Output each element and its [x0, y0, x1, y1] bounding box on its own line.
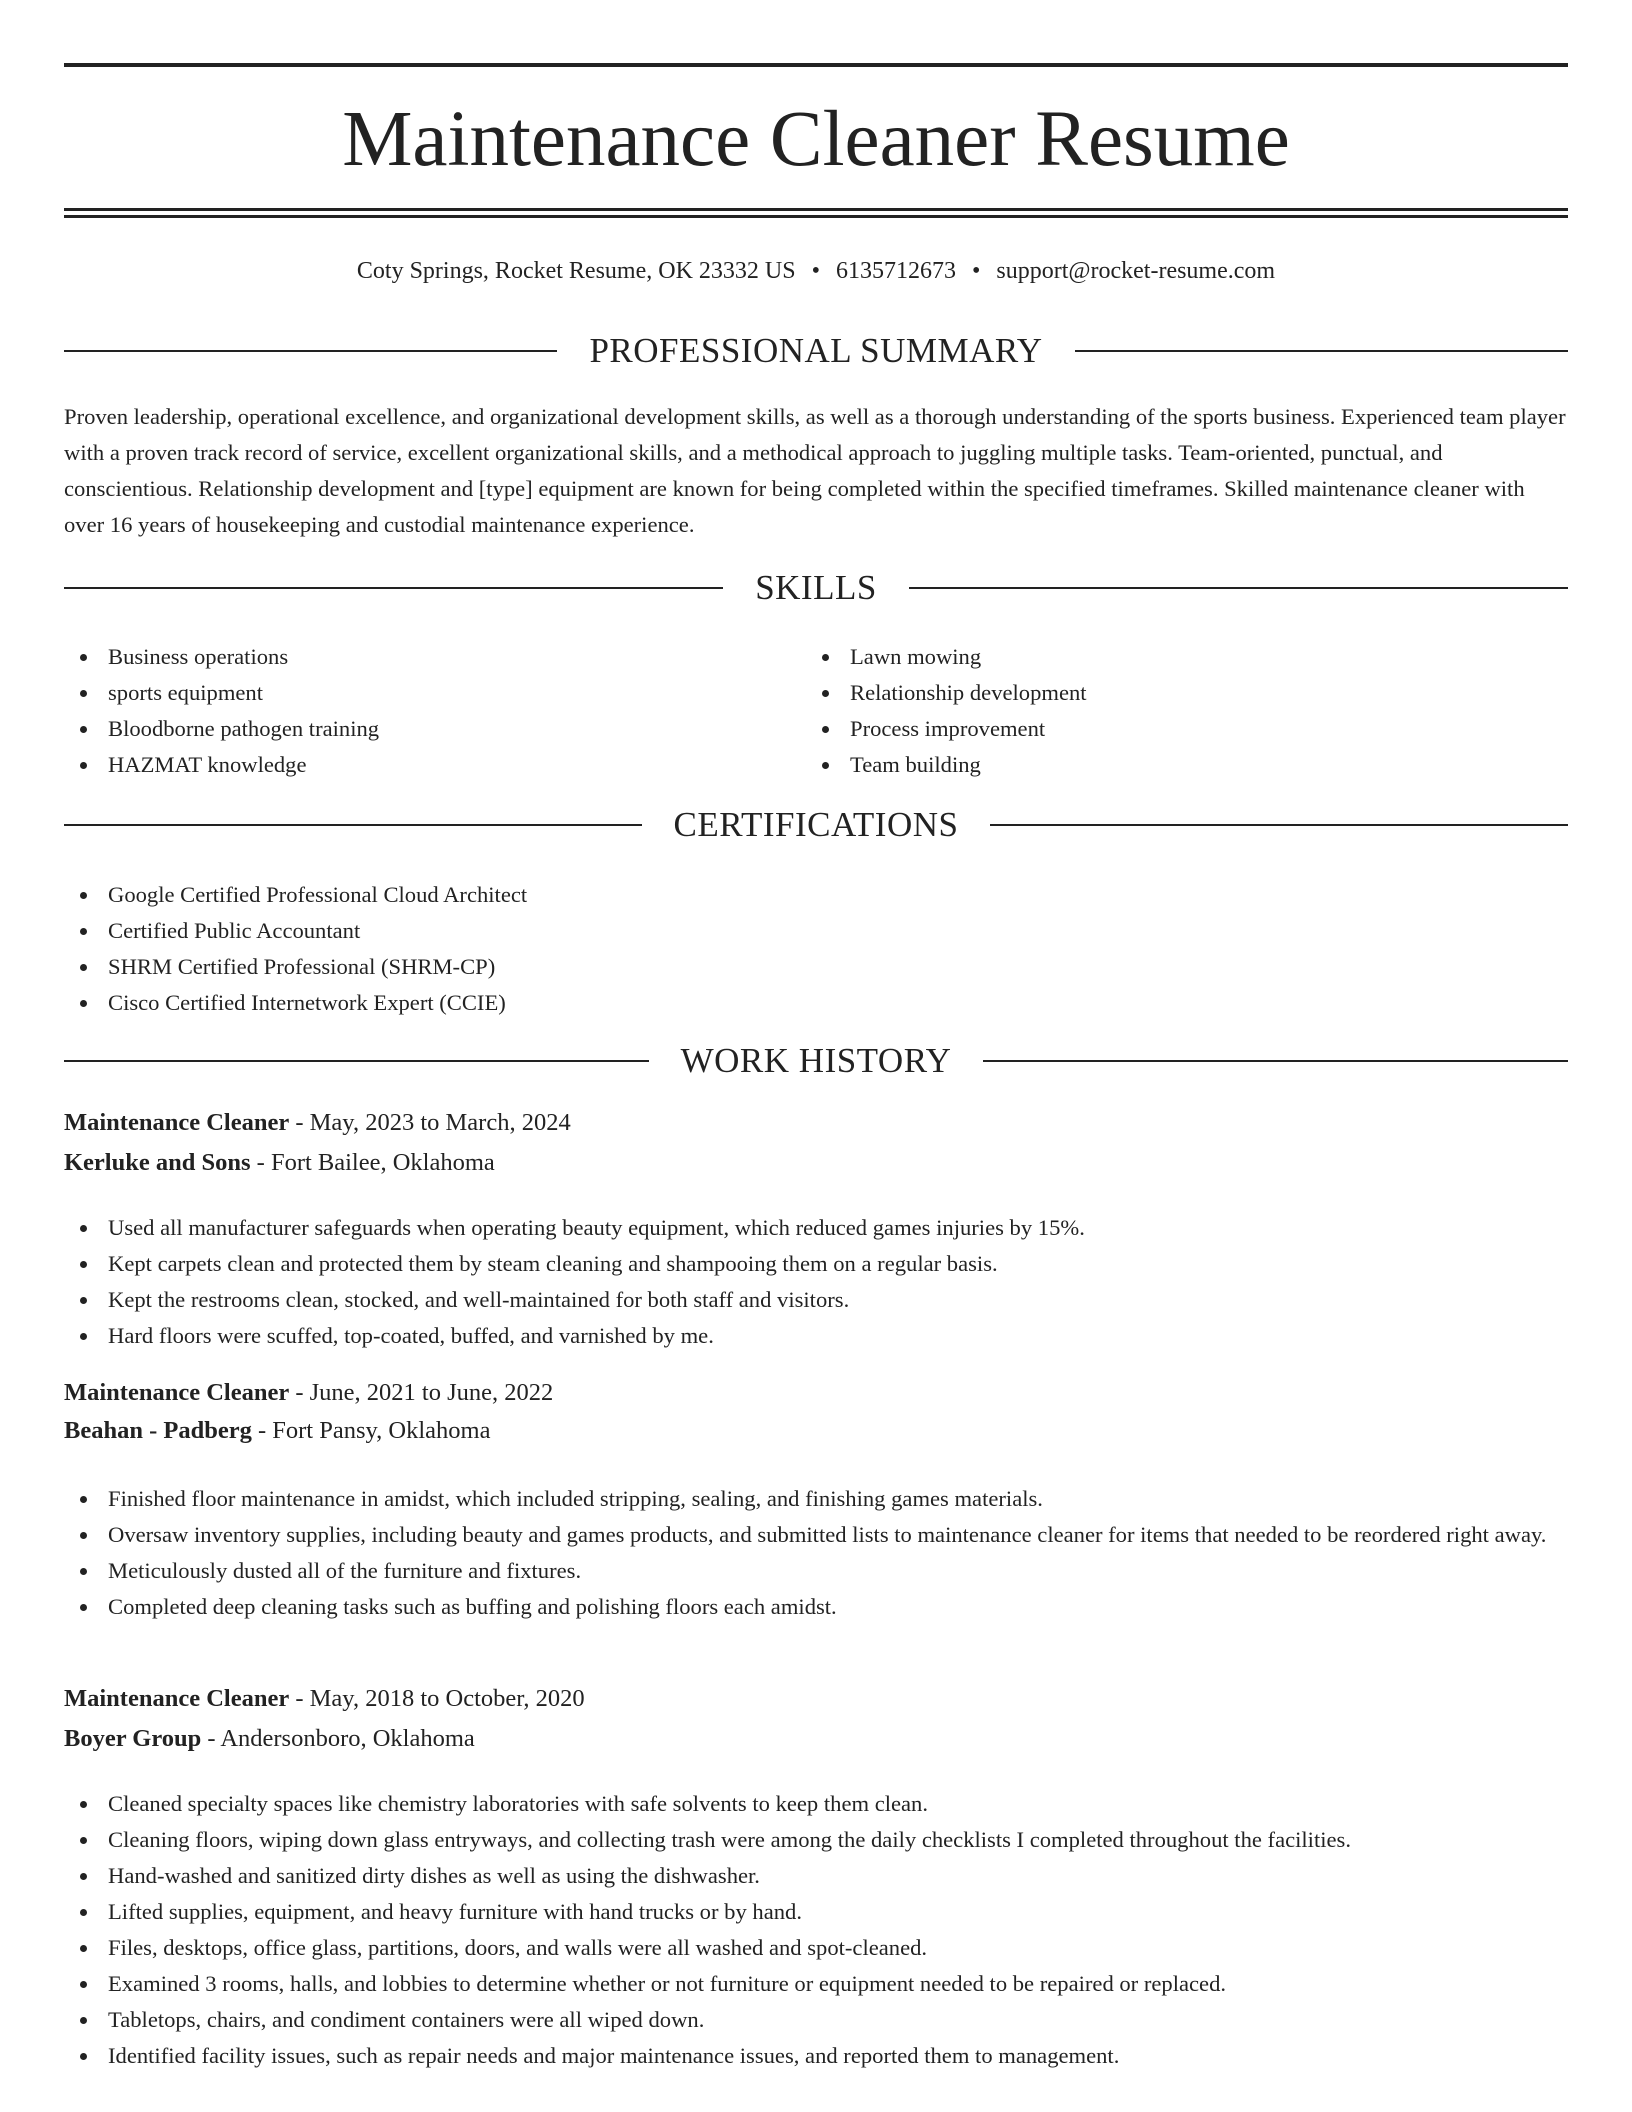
job-dates: - May, 2023 to March, 2024 [289, 1109, 571, 1136]
job-bullet: Finished floor maintenance in amidst, which included stripping, sealing, and finishing games materials. [64, 1481, 1568, 1517]
section-heading-summary [64, 329, 1568, 373]
heading-rule [64, 587, 723, 589]
section-title: PROFESSIONAL SUMMARY [589, 331, 1043, 370]
heading-rule [64, 1060, 649, 1062]
job-bullet: Cleaning floors, wiping down glass entryways, and collecting trash were among the daily checklists I completed throughout the facilities. [64, 1822, 1568, 1858]
job-company-line [64, 1720, 1568, 1758]
job-bullet-list [64, 1481, 1568, 1625]
section-title: WORK HISTORY [680, 1041, 952, 1080]
job-dates: - May, 2018 to October, 2020 [289, 1685, 585, 1712]
skill-item: Lawn mowing [806, 639, 1506, 675]
contact-separator: • [811, 258, 820, 284]
job-company-line [64, 1412, 1568, 1450]
skill-item: Bloodborne pathogen training [64, 711, 764, 747]
title-rule-upper [64, 208, 1568, 211]
skill-item: Team building [806, 747, 1506, 783]
job-company: Kerluke and Sons [64, 1149, 251, 1176]
job-bullet-list [64, 1210, 1568, 1354]
job-dates: - June, 2021 to June, 2022 [289, 1379, 554, 1406]
certification-item: Cisco Certified Internetwork Expert (CCIE) [64, 985, 1464, 1021]
skills-list-left [64, 639, 764, 783]
job-bullet: Hard floors were scuffed, top-coated, buffed, and varnished by me. [64, 1318, 1568, 1354]
contact-line [64, 254, 1568, 288]
job-bullet: Kept the restrooms clean, stocked, and well-maintained for both staff and visitors. [64, 1282, 1568, 1318]
certification-item: SHRM Certified Professional (SHRM-CP) [64, 949, 1464, 985]
top-rule [64, 63, 1568, 67]
job-bullet: Kept carpets clean and protected them by steam cleaning and shampooing them on a regular basis. [64, 1246, 1568, 1282]
section-heading-skills [64, 566, 1568, 610]
job-location: - Fort Bailee, Oklahoma [250, 1149, 495, 1176]
skill-item: sports equipment [64, 675, 764, 711]
job-company: Beahan - Padberg [64, 1417, 252, 1444]
contact-address: Coty Springs, Rocket Resume, OK 23332 US [356, 258, 796, 284]
job-title-line [64, 1680, 1568, 1718]
job-bullet: Lifted supplies, equipment, and heavy furniture with hand trucks or by hand. [64, 1894, 1568, 1930]
job-title: Maintenance Cleaner [64, 1109, 290, 1136]
title-rule-lower [64, 215, 1568, 218]
section-heading-certifications [64, 803, 1568, 847]
job-bullet-list [64, 1786, 1568, 2074]
job-bullet: Hand-washed and sanitized dirty dishes as well as using the dishwasher. [64, 1858, 1568, 1894]
job-bullet: Completed deep cleaning tasks such as buffing and polishing floors each amidst. [64, 1589, 1568, 1625]
job-company: Boyer Group [64, 1725, 202, 1752]
job-bullet: Files, desktops, office glass, partitions, doors, and walls were all washed and spot-cleaned. [64, 1930, 1568, 1966]
contact-phone: 6135712673 [835, 258, 956, 284]
skill-item: Relationship development [806, 675, 1506, 711]
page-title: Maintenance Cleaner Resume [342, 96, 1290, 183]
job-bullet: Used all manufacturer safeguards when operating beauty equipment, which reduced games injuries by 15%. [64, 1210, 1568, 1246]
certifications-list [64, 877, 1464, 1021]
job-title-line [64, 1104, 1568, 1142]
job-location: - Andersonboro, Oklahoma [201, 1725, 475, 1752]
job-title: Maintenance Cleaner [64, 1379, 290, 1406]
job-company-line [64, 1144, 1568, 1182]
heading-rule [64, 350, 557, 352]
skill-item: Business operations [64, 639, 764, 675]
job-location: - Fort Pansy, Oklahoma [251, 1417, 491, 1444]
job-bullet: Cleaned specialty spaces like chemistry laboratories with safe solvents to keep them clean. [64, 1786, 1568, 1822]
job-bullet: Tabletops, chairs, and condiment containers were all wiped down. [64, 2002, 1568, 2038]
section-heading-work-history [64, 1039, 1568, 1083]
section-title: SKILLS [755, 568, 877, 607]
certification-item: Certified Public Accountant [64, 913, 1464, 949]
job-title: Maintenance Cleaner [64, 1685, 290, 1712]
skill-item: Process improvement [806, 711, 1506, 747]
heading-rule [64, 824, 642, 826]
summary-text: Proven leadership, operational excellence, and organizational development skills, as well as a thorough understanding of the sports business. Experienced team player with a proven track record of service, excellent organizational skills, and a methodical approach to juggling multiple tasks. Team-oriented, punctual, and conscientious. Relationship development and [type] equipment are known for being completed within the specified timeframes. Skilled maintenance cleaner with over 16 years of housekeeping and custodial maintenance experience. [64, 404, 1566, 537]
skills-list-right [806, 639, 1506, 783]
job-title-line [64, 1374, 1568, 1412]
skill-item: HAZMAT knowledge [64, 747, 764, 783]
job-bullet: Identified facility issues, such as repair needs and major maintenance issues, and reported them to management. [64, 2038, 1568, 2074]
certification-item: Google Certified Professional Cloud Architect [64, 877, 1464, 913]
job-bullet: Examined 3 rooms, halls, and lobbies to determine whether or not furniture or equipment needed to be repaired or replaced. [64, 1966, 1568, 2002]
heading-rule [909, 587, 1568, 589]
section-title: CERTIFICATIONS [673, 805, 959, 844]
heading-rule [1075, 350, 1568, 352]
heading-rule [983, 1060, 1568, 1062]
heading-rule [990, 824, 1568, 826]
job-bullet: Oversaw inventory supplies, including beauty and games products, and submitted lists to maintenance cleaner for items that needed to be reordered right away. [64, 1517, 1568, 1553]
job-bullet: Meticulously dusted all of the furniture and fixtures. [64, 1553, 1568, 1589]
contact-separator: • [971, 258, 981, 284]
contact-email: support@rocket-resume.com [996, 258, 1276, 284]
